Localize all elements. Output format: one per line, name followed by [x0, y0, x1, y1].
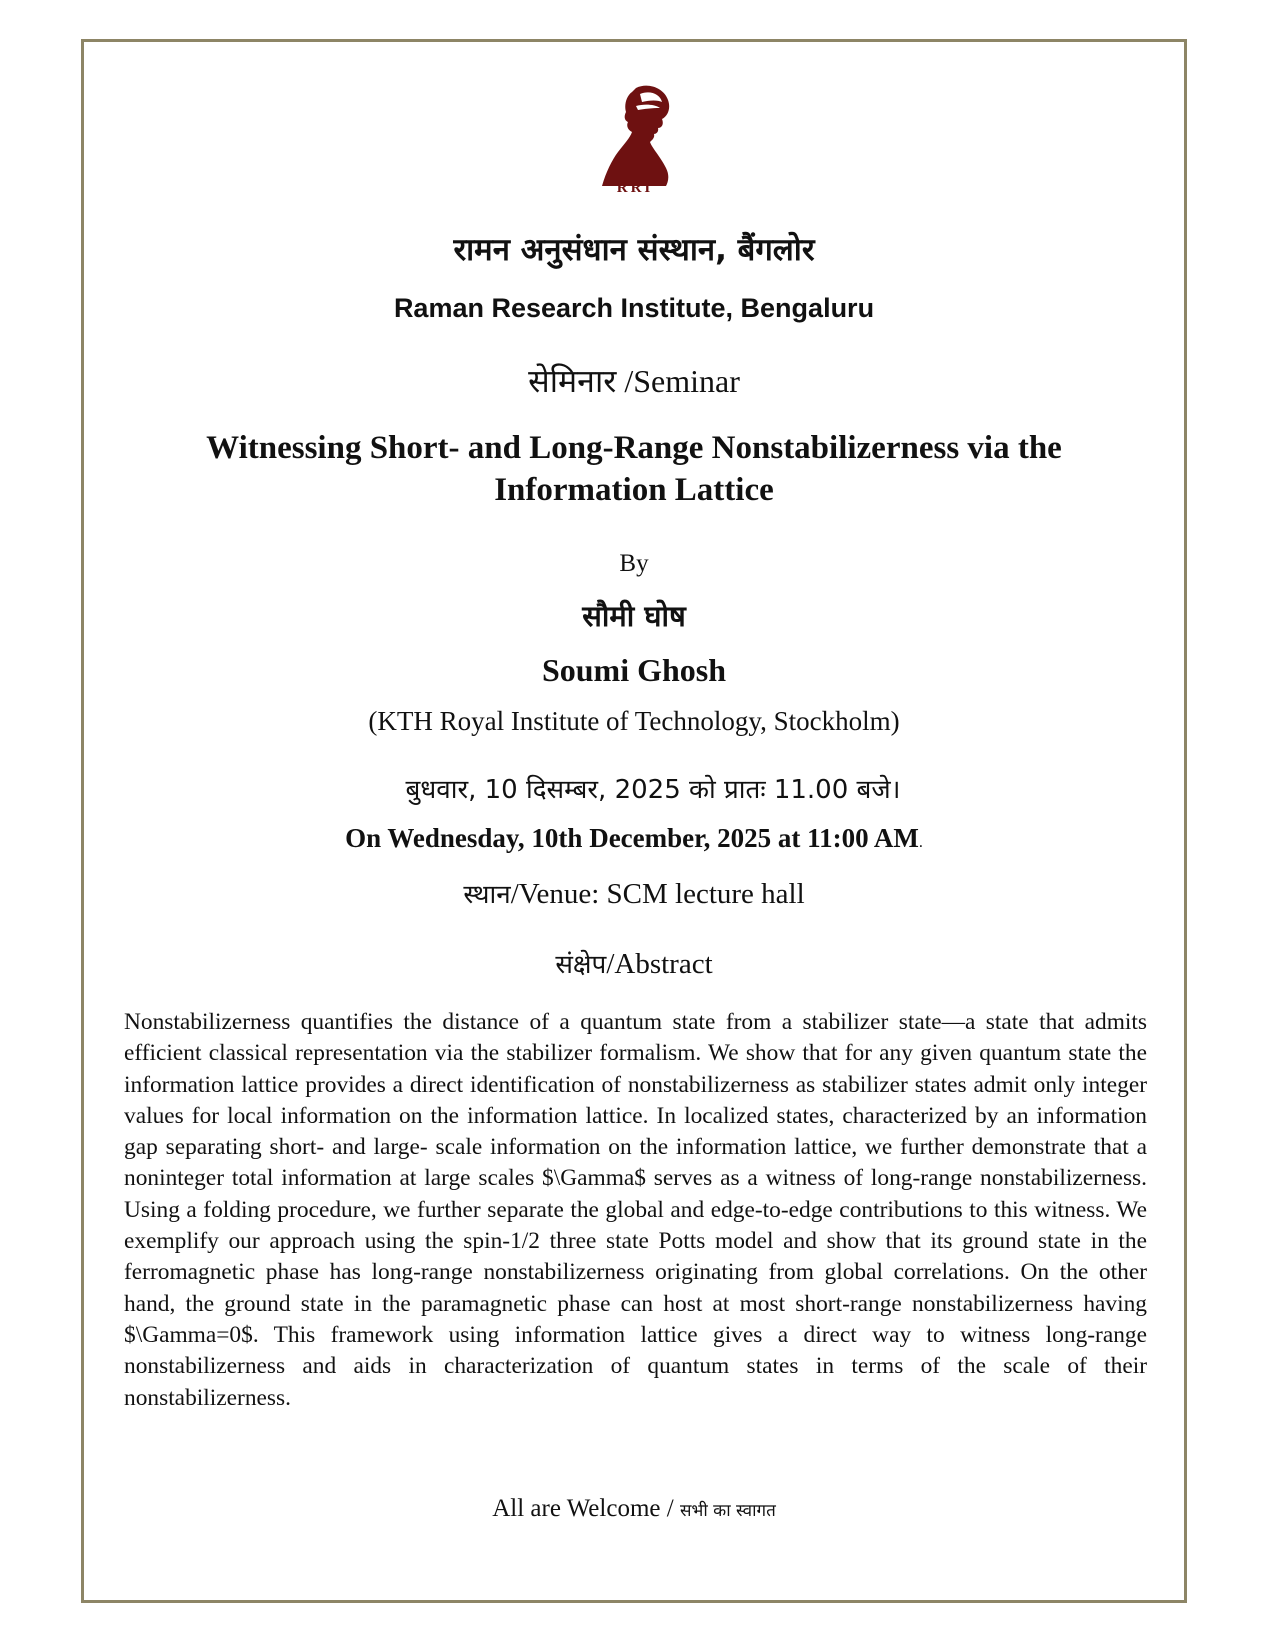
speaker-name-english: Soumi Ghosh — [541, 652, 727, 688]
rri-logo-text: RRI — [616, 180, 654, 196]
seminar-label — [81, 359, 1187, 402]
venue-english: /Venue: SCM lecture hall — [510, 878, 805, 910]
institute-name-english: Raman Research Institute, Bengaluru — [393, 293, 875, 323]
talk-title: Witnessing Short- and Long-Range Nonstabilizerness via the Information Lattice — [206, 430, 1062, 508]
by-label: By — [619, 550, 649, 577]
abstract-heading — [81, 945, 1187, 981]
abstract-heading-hindi: संक्षेप — [555, 950, 607, 980]
welcome-english: All are Welcome / — [492, 1495, 680, 1522]
institute-name-hindi: रामन अनुसंधान संस्थान, बैंगलोर — [453, 232, 815, 268]
abstract-heading-english: /Abstract — [606, 948, 713, 980]
venue-hindi: स्थान — [463, 880, 511, 910]
date-english-suffix: . — [918, 834, 923, 851]
abstract-text: Nonstabilizerness quantifies the distance of a quantum state from a stabilizer state—a state that admits efficient classical representation via the stabilizer formalism. We show that for any given quantum state the information lattice provides a direct identification of nonstabilizerness as stabilizer states admit only integer values for local information on the information lattice. In localized states, characterized by an information gap separating short- and large- scale information on the information lattice, we further demonstrate that a noninteger total information at large scales $\Gamma$ serves as a witness of long-range nonstabilizerness. Using a folding procedure, we further separate the global and edge-to-edge contributions to this witness. We exemplify our approach using the spin-1/2 three state Potts model and show that its ground state in the ferromagnetic phase has long-range nonstabilizerness originating from global correlations. On the other hand, the ground state in the paramagnetic phase can host at most short-range nonstabilizerness having $\Gamma=0$. This framework using information lattice gives a direct way to witness long-range nonstabilizerness and aids in characterization of quantum states in terms of the scale of their nonstabilizerness. — [124, 1009, 1147, 1411]
seminar-label-hindi: सेमिनार — [528, 362, 617, 400]
welcome-note — [81, 1495, 1187, 1523]
venue — [81, 875, 1187, 911]
speaker-name-hindi: सौमी घोष — [582, 599, 686, 633]
date-hindi: बुधवार, 10 दिसम्बर, 2025 को प्रातः 11.00 बजे। — [405, 775, 901, 805]
date-english-text: On Wednesday, 10th December, 2025 at 11:00 AM — [345, 823, 919, 853]
welcome-hindi: सभी का स्वागत — [679, 1501, 776, 1521]
speaker-affiliation: (KTH Royal Institute of Technology, Stockholm) — [368, 706, 900, 736]
date-english — [81, 823, 1187, 854]
seminar-label-english: /Seminar — [616, 363, 740, 399]
